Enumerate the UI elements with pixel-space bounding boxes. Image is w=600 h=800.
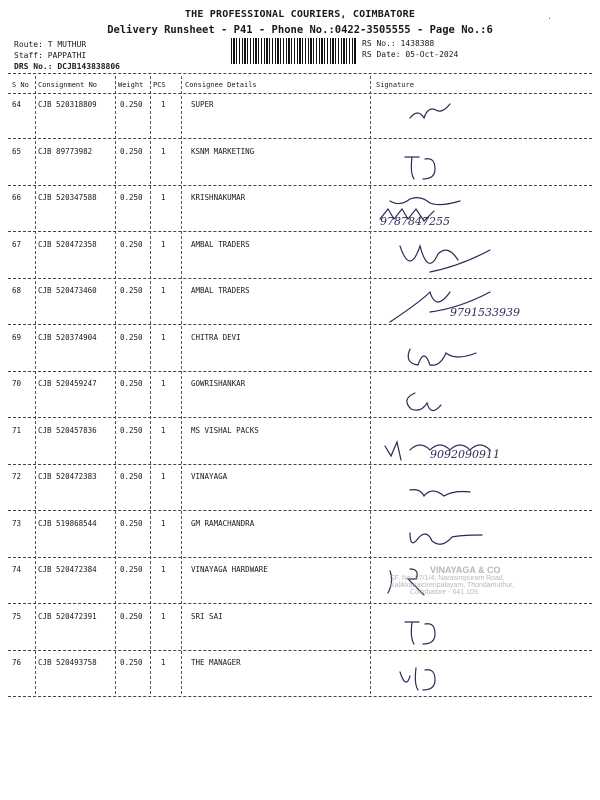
row-weight: 0.250 [120,100,143,109]
drs-number: DRS No.: DCJB143838806 [14,62,120,71]
row-separator [8,510,592,511]
header-bottom-rule [8,93,592,94]
rs-date: RS Date: 05-Oct-2024 [362,50,459,59]
row-consignee: GM RAMACHANDRA [191,518,255,528]
col-divider [35,76,36,694]
handwritten-signature [370,282,592,324]
row-consignment-no: CJB 520318809 [38,100,97,109]
row-weight: 0.250 [120,146,143,156]
row-pcs: 1 [161,193,166,202]
row-weight: 0.250 [120,611,143,621]
row-sno: 67 [12,239,22,249]
row-consignee: THE MANAGER [191,658,241,667]
row-separator [8,696,592,697]
runsheet-title: Delivery Runsheet - P41 - Phone No.:0422-3505555 - Page No.:6 [107,24,493,36]
row-pcs: 1 [161,286,166,295]
stamp-address-line: SF. No: 87/1/4, Narasimpuram Road, [390,575,505,582]
col-header-sno: S No [12,81,29,89]
handwritten-signature [370,515,592,557]
row-weight: 0.250 [120,472,143,481]
row-sno: 69 [12,332,22,342]
row-sno: 66 [12,193,22,202]
row-consignment-no: CJB 519868544 [38,518,97,528]
handwritten-signature [370,422,592,464]
row-consignee: AMBAL TRADERS [191,239,250,249]
row-consignment-no: CJB 89773982 [38,146,93,156]
row-consignee: KRISHNAKUMAR [191,193,246,202]
handwritten-signature [370,329,592,371]
col-header-weight: Weight [118,81,144,89]
row-weight: 0.250 [120,193,143,202]
row-consignee: VINAYAGA [191,472,228,481]
row-weight: 0.250 [120,239,143,249]
company-title: THE PROFESSIONAL COURIERS, COIMBATORE [184,9,416,20]
row-sno: 65 [12,146,22,156]
handwritten-signature [370,236,592,278]
row-sno: 76 [12,658,22,667]
col-header-pcs: PCS [153,81,166,89]
row-sno: 73 [12,518,22,528]
row-consignment-no: CJB 520472384 [38,565,97,574]
header-top-rule [8,73,592,74]
row-sno: 68 [12,286,22,295]
row-pcs: 1 [161,425,166,435]
row-weight: 0.250 [120,379,143,388]
handwritten-signature [370,96,592,138]
col-divider [115,76,116,694]
row-consignee: AMBAL TRADERS [191,286,250,295]
company-stamp [390,565,580,635]
col-header-consignee: Consignee Details [185,81,257,89]
row-consignment-no: CJB 520374904 [38,332,97,342]
row-pcs: 1 [161,100,166,109]
stamp-name: VINAYAGA & CO [430,565,501,575]
col-divider [181,76,182,694]
row-separator [8,231,592,232]
corner-mark: · [547,14,552,23]
row-consignment-no: CJB 520459247 [38,379,97,388]
row-pcs: 1 [161,611,166,621]
row-consignee: SUPER [191,100,214,109]
staff-label: Staff: PAPPATHI [14,51,87,60]
row-pcs: 1 [161,379,166,388]
row-consignee: VINAYAGA HARDWARE [191,565,268,574]
row-separator [8,138,592,139]
row-consignment-no: CJB 520347588 [38,193,97,202]
svg-text:9791533939: 9791533939 [450,306,520,319]
row-pcs: 1 [161,658,166,667]
handwritten-signature [370,189,592,231]
row-sno: 74 [12,565,22,574]
row-consignment-no: CJB 520472358 [38,239,97,249]
row-consignment-no: CJB 520472391 [38,611,97,621]
row-pcs: 1 [161,239,166,249]
row-sno: 75 [12,611,22,621]
row-pcs: 1 [161,565,166,574]
row-consignee: GOWRISHANKAR [191,379,246,388]
row-separator [8,324,592,325]
row-sno: 70 [12,379,22,388]
col-header-consignment: Consignment No [38,81,98,89]
row-consignee: SRI SAI [191,611,223,621]
handwritten-signature [370,375,592,417]
row-pcs: 1 [161,146,166,156]
svg-text:9092090911: 9092090911 [430,447,500,461]
handwritten-signature [370,143,592,185]
row-consignment-no: CJB 520457836 [38,425,97,435]
row-pcs: 1 [161,472,166,481]
row-weight: 0.250 [120,286,143,295]
row-consignment-no: CJB 520493758 [38,658,97,667]
row-separator [8,417,592,418]
row-weight: 0.250 [120,658,143,667]
handwritten-signature [370,468,592,510]
row-pcs: 1 [161,332,166,342]
row-weight: 0.250 [120,565,143,574]
barcode [231,38,356,64]
row-weight: 0.250 [120,425,143,435]
col-header-signature: Signature [376,81,414,89]
row-weight: 0.250 [120,518,143,528]
row-consignment-no: CJB 520472383 [38,472,97,481]
handwritten-signature [370,654,592,696]
col-divider [150,76,151,694]
row-sno: 64 [12,100,22,109]
row-pcs: 1 [161,518,166,528]
svg-text:9787847255: 9787847255 [380,215,450,228]
row-consignment-no: CJB 520473460 [38,286,97,295]
row-sno: 72 [12,472,22,481]
row-sno: 71 [12,425,22,435]
row-consignee: CHITRA DEVI [191,332,241,342]
row-consignee: MS VISHAL PACKS [191,425,259,435]
stamp-address-line: Coimbatore - 641 109. [410,589,480,596]
rs-number: RS No.: 1438388 [362,39,435,48]
stamp-address-line: Kalikkanaickenpalayam, Thondamuthur, [390,582,515,589]
row-weight: 0.250 [120,332,143,342]
row-consignee: KSNM MARKETING [191,146,255,156]
route-label: Route: T MUTHUR [14,40,87,49]
